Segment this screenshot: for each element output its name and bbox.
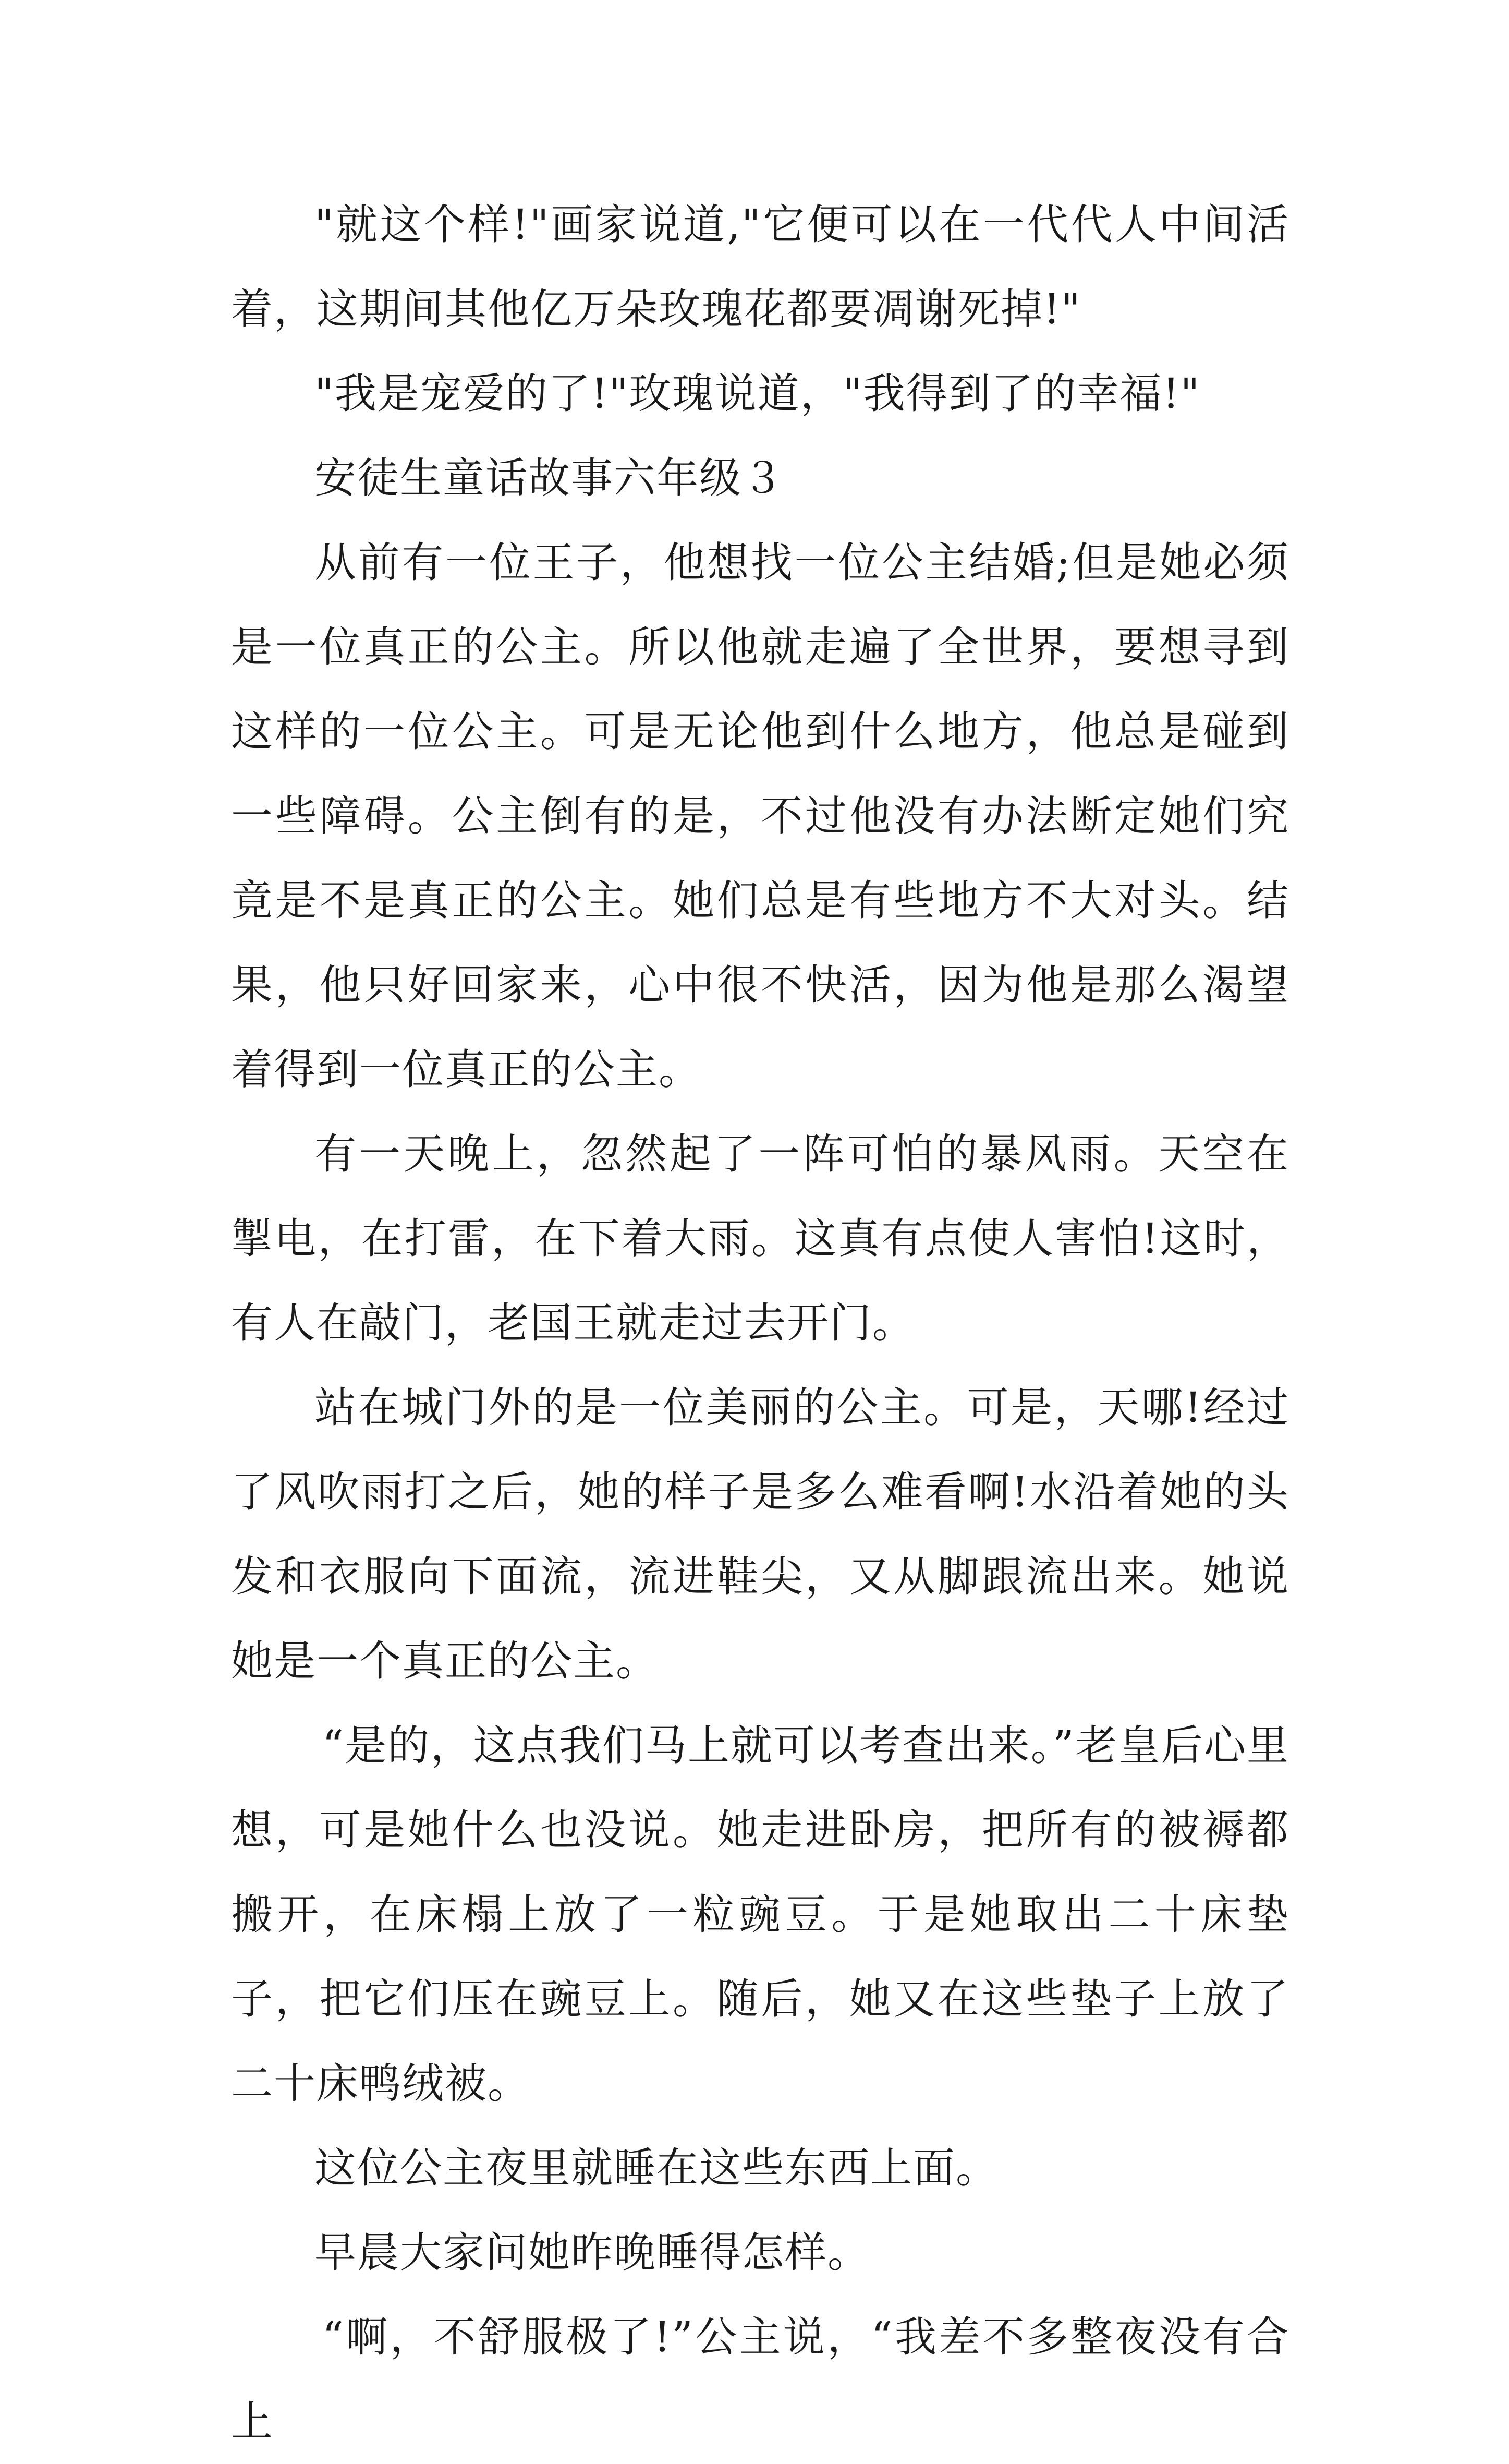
paragraph-storm: 有一天晚上，忽然起了一阵可怕的暴风雨。天空在掣电，在打雷，在下着大雨。这真有点使人害怕!这时，有人在敲门，老国王就走过去开门。 <box>231 1130 1289 1347</box>
paragraph-painter-quote: "就这个样!"画家说道,"它便可以在一代代人中间活着，这期间其他亿万朵玫瑰花都要凋谢死掉!" <box>231 200 1289 333</box>
paragraph-princess-reply: “啊，不舒服极了!”公主说，“我差不多整夜没有合上 <box>231 2313 1289 2446</box>
paragraph-night: 这位公主夜里就睡在这些东西上面。 <box>314 2144 999 2192</box>
paragraph-princess-at-gate: 站在城门外的是一位美丽的公主。可是，天哪!经过了风吹雨打之后，她的样子是多么难看啊!水沿着她的头发和衣服向下面流，流进鞋尖，又从脚跟流出来。她说她是一个真正的公主。 <box>231 1383 1289 1685</box>
section-heading: 安徒生童话故事六年级３ <box>314 454 785 502</box>
paragraph-prince: 从前有一位王子，他想找一位公主结婚;但是她必须是一位真正的公主。所以他就走遍了全世界，要想寻到这样的一位公主。可是无论他到什么地方，他总是碰到一些障碍。公主倒有的是，不过他没有办法断定她们究竟是不是真正的公主。她们总是有些地方不大对头。结果，他只好回家来，心中很不快活，因为他是那么渴望着得到一位真正的公主。 <box>231 538 1289 1094</box>
paragraph-queen-test: “是的，这点我们马上就可以考查出来。”老皇后心里想，可是她什么也没说。她走进卧房，把所有的被褥都搬开，在床榻上放了一粒豌豆。于是她取出二十床垫子，把它们压在豌豆上。随后，她又在这些垫子上放了二十床鸭绒被。 <box>231 1721 1289 2108</box>
paragraph-morning: 早晨大家问她昨晚睡得怎样。 <box>314 2228 870 2277</box>
document-body <box>231 183 1289 2464</box>
paragraph-rose-quote: "我是宠爱的了!"玫瑰说道，"我得到了的幸福!" <box>314 369 1201 418</box>
